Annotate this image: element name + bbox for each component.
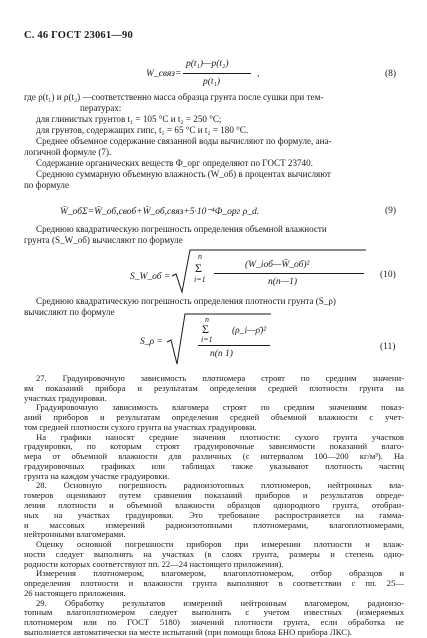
eq9-body: W̄_обΣ=W̄_об,своб+W̄_об,связ+5·10⁻⁴Ф_орг ρ_d. [60,207,260,217]
body-line: и массовых измерений радиоизотопными плотномерами, влагоплотномерами, [24,519,404,530]
sw-line-1: Среднюю квадратическую погрешность определения объемной влажности [36,224,327,234]
body-line: Оценку основной погрешности приборов при измерении плотности и влаж- [36,539,404,550]
mean-line-5: по формуле [24,180,70,190]
eq11-label: (11) [380,342,396,352]
body-line: 29. Обработку результатов измерений нейтронным влагомером, радиоизо- [36,597,404,608]
eq11-sum-symbol: Σ [202,322,209,336]
page-header: С. 46 ГОСТ 23061—90 [24,30,133,41]
mean-line-2: логичной формуле (7). [24,147,112,157]
eq8-fraction-bar [183,73,251,74]
body-line: ления плотности и объемной влажности образцов однородного грунта, отобран- [24,500,404,510]
body-line: грунта на каждом участке градуировки. [24,470,170,481]
eq10-sum-symbol: Σ [195,261,202,275]
mean-line-4: Среднюю суммарную объемную влажность (W_об) в процентах вычисляют [36,169,331,179]
body-line: участках градуировки. [24,392,107,403]
body-line: определения плотности и влажности грунта выполняют в соответствии с пп. 25— [24,578,404,589]
body-line: градуировки, по которым строят градуировочные зависимости показаний влаго- [24,441,404,452]
body-line: Градуировочную зависимость влагомера строят по средним значениям показ- [36,402,404,413]
body-line: гомеров оценивают путем сравнения показаний приборов и результатов опреде- [24,490,404,501]
eq11-fraction-bar [198,345,270,346]
body-line: родности которых соответствуют пп. 22—24 настоящего приложения). [24,558,284,569]
body-line: На графики наносят средние значения плотности: сухого грунта участков [36,431,404,442]
where-line-2: пературах: [80,103,122,113]
eq11-numerator: (ρ_i—ρ̄)² [232,326,267,336]
mean-line-1: Среднее объемное содержание связанной воды вычисляют по формуле, ана- [36,136,332,146]
body-line: 28. Основную погрешность радиоизотопных плотномеров, нейтронных вла- [36,480,404,491]
eq8-label: (8) [385,69,397,79]
eq11-radical [165,312,275,368]
body-line: 26 настоящего приложения. [24,587,126,598]
eq11-sum-bottom: i=1 [201,335,213,344]
eq8-denominator: p(t₁) [203,77,221,87]
eq11-denominator: n(n 1) [210,349,233,359]
body-line: плотномером или по ГОСТ 5180) значений плотности грунта, если обработка не [24,617,404,628]
eq10-lhs: S_W_об = [130,272,171,282]
mean-line-3: Содержание органических веществ Ф_орг определяют по ГОСТ 23740. [36,158,313,168]
body-line: выполняется автоматически на месте испытаний (при помощи блока БНО прибора ЛКС). [24,627,352,637]
sp-line-1: Среднюю квадратическую погрешность определения плотности грунта (S_ρ) [36,296,336,306]
sw-line-2: грунта (S_W_об) вычисляют по формуле [24,235,183,245]
eq11-lhs: S_ρ = [140,337,163,347]
eq8-lhs: W_связ= [146,69,182,79]
body-line: 27. Градуировочную зависимость плотномера строят по средним значени- [36,373,404,383]
eq10-numerator: (W_iоб—W̄_об)² [245,260,310,270]
body-line: мера от объемной влажности для различных (с интервалом 100—200 кг/м³). На [24,451,404,462]
body-line: аний приборов и результатам определения средней объемной влажности с учет- [24,412,404,423]
eq8-numerator: p(t₁)—p(t₂) [186,59,229,69]
eq10-sum-bottom: i=1 [194,275,206,284]
body-line: ям показаний прибора и результатам определения средней плотности грунта на [24,382,404,393]
body-line: ных на участках градуировки. Это требование распространяется на гамма- [24,509,404,520]
body-line: ности следует выполнять на участках (в слоях грунта, размеры и степень одно- [24,548,404,559]
temp-line-1: для глинистых грунтов t₁ = 105 °С и t₂ = 250 °С; [36,114,222,124]
sp-line-2: вычисляют по формуле [24,307,115,317]
body-line: градуировочных графиках или таблицах также указывают плотность частиц [24,460,404,471]
body-line: топным влагоплотномером следует выполнять с учетом известных (измеряемых [24,607,404,618]
body-line: нейтронными влагомерами. [24,529,126,540]
eq10-fraction-bar [214,273,364,274]
eq10-denominator: n(n—1) [268,277,298,287]
where-line-1: где ρ(t₁) и ρ(t₂) —соответственно масса образца грунта после сушки при тем- [24,92,324,102]
eq10-sum-top: n [198,252,202,261]
temp-line-2: для грунтов, содержащих гипс, t₁ = 65 °С и t₂ = 180 °С. [36,125,249,135]
body-line: Измерения плотномером, влагомером, влагоплотномером, отбор образцов и [36,568,404,579]
body-line: том средней плотности сухого грунта на участках градуировки. [24,421,257,432]
eq9-label: (9) [385,206,397,216]
eq8-tail: , [257,69,260,79]
eq11-sum-top: n [205,315,209,324]
eq10-label: (10) [380,270,396,280]
